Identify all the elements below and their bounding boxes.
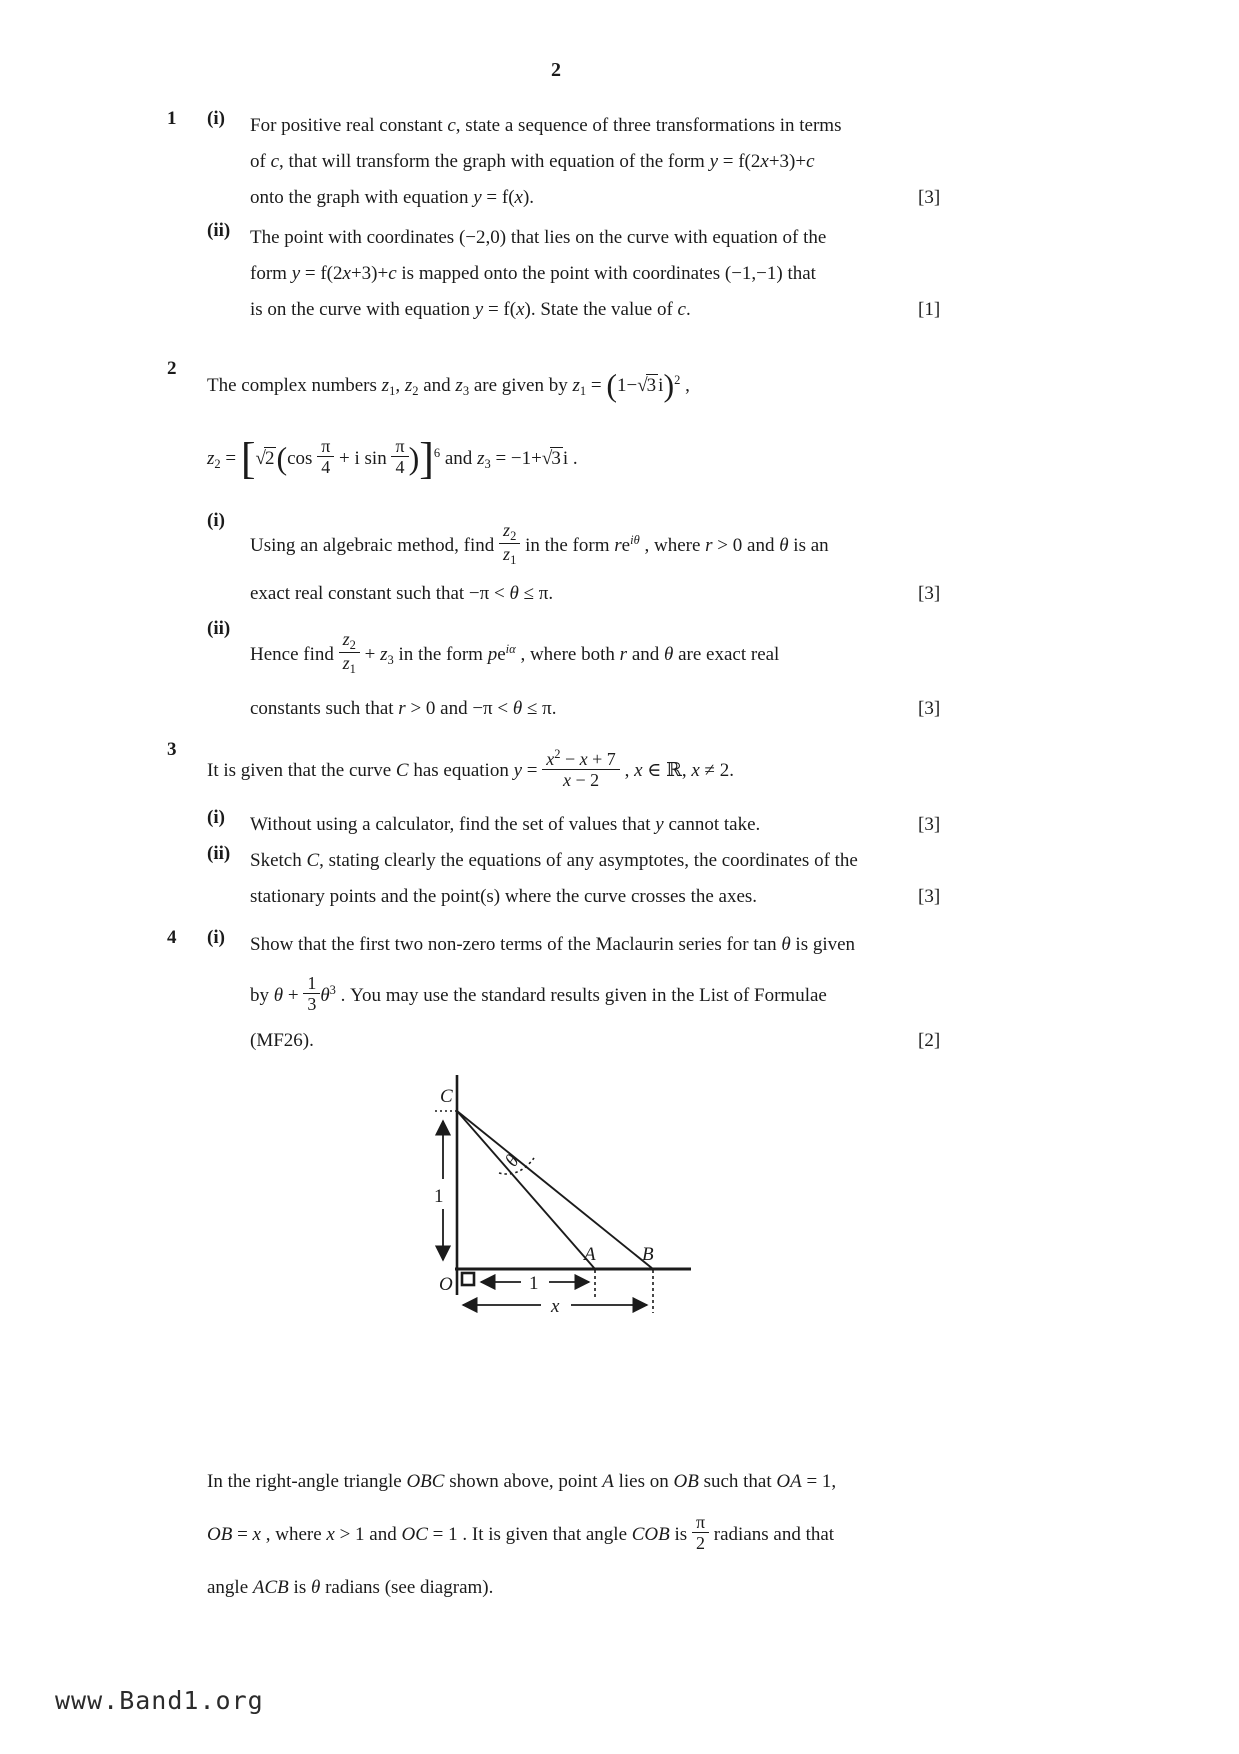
subscript: 1 <box>389 384 396 398</box>
math-italic: x <box>634 760 643 781</box>
text-segment: π <box>321 435 331 456</box>
question-line <box>250 879 967 915</box>
question-block-q2-i <box>167 510 967 612</box>
math-italic: c <box>806 151 815 172</box>
text-segment: 3 <box>307 994 317 1015</box>
text-segment: . You may use the standard results given in the List of Formulae <box>335 985 827 1006</box>
text-segment: +3)+ <box>768 151 807 172</box>
math-italic: z <box>477 448 485 469</box>
text-segment: such that <box>698 1471 777 1492</box>
fraction <box>542 747 620 790</box>
text-segment: stationary points and the point(s) where the curve crosses the axes. <box>250 886 758 907</box>
math-italic: r <box>398 698 406 719</box>
fraction <box>317 436 334 477</box>
math-italic: y <box>709 151 719 172</box>
radical-sign: √ <box>541 448 552 469</box>
text-segment: is on the curve with equation <box>250 299 475 320</box>
text-segment: and <box>418 375 456 396</box>
question-line <box>250 220 967 256</box>
math-italic: x <box>252 1524 261 1545</box>
math-italic: C <box>306 850 320 871</box>
text-segment: are given by <box>469 375 573 396</box>
text-segment: of <box>250 151 271 172</box>
text-segment: + 7 <box>587 748 616 769</box>
closing-paragraph <box>207 1459 957 1611</box>
text-segment: , <box>395 375 405 396</box>
question-body <box>250 807 967 843</box>
marks-badge: [3] <box>918 814 941 835</box>
math-italic: c <box>388 263 397 284</box>
part-label: (i) <box>207 927 225 948</box>
part-label: (i) <box>207 807 225 828</box>
subscript: 1 <box>510 553 517 568</box>
question-body <box>250 618 967 727</box>
math-italic: y <box>655 814 664 835</box>
text-segment: = f(2 <box>300 263 343 284</box>
radicand <box>646 374 659 396</box>
math-italic: z <box>207 448 215 469</box>
math-italic: x <box>516 299 525 320</box>
math-italic: z <box>342 629 350 650</box>
fraction-numerator <box>499 520 520 544</box>
text-segment: Using an algebraic method, find <box>250 535 500 556</box>
question-body <box>250 510 967 612</box>
math-italic: C <box>395 760 409 781</box>
text-segment: π <box>695 1511 706 1532</box>
text-segment: − <box>560 748 580 769</box>
text-segment: are exact real <box>673 644 780 665</box>
question-block-q3-i <box>167 807 967 843</box>
text-segment: = −1+ <box>490 448 542 469</box>
text-segment: i <box>658 375 664 396</box>
text-segment: = <box>586 375 607 396</box>
text-segment: The complex numbers <box>207 375 382 396</box>
math-italic: c <box>270 151 280 172</box>
question-line <box>207 1459 957 1505</box>
marks-badge: [3] <box>918 698 941 719</box>
text-segment: 4 <box>395 457 405 478</box>
math-italic: x <box>514 187 523 208</box>
text-segment: ≠ 2. <box>699 760 734 781</box>
math-italic: x <box>546 748 555 769</box>
math-italic: θ <box>664 644 674 665</box>
triangle-diagram <box>385 1071 967 1343</box>
question-block-q3-ii <box>167 843 967 915</box>
radicand <box>550 447 563 469</box>
superscript: 2 <box>674 373 681 387</box>
text-segment: in the form <box>393 644 488 665</box>
questions <box>167 108 967 1059</box>
marks-badge: [3] <box>918 187 941 208</box>
text-segment: = <box>220 448 241 469</box>
text-segment: , where <box>260 1524 327 1545</box>
text-segment: , that will transform the graph with equation of the form <box>279 151 710 172</box>
text-segment: radians (see diagram). <box>320 1577 494 1598</box>
part-label: (i) <box>207 108 225 129</box>
text-segment: lies on <box>613 1471 674 1492</box>
footer-url: www.Band1.org <box>55 1686 264 1715</box>
subscript: 2 <box>510 529 517 544</box>
text-segment: = <box>522 760 543 781</box>
question-block-q4-i <box>167 927 967 1059</box>
math-italic: θ <box>509 583 519 604</box>
fraction-denominator <box>303 994 320 1014</box>
fraction-numerator <box>542 747 620 770</box>
question-block-q1-ii <box>167 220 967 328</box>
question-line <box>207 1565 957 1611</box>
marks-badge: [1] <box>918 299 941 320</box>
question-block-q3-intro <box>167 739 967 803</box>
part-label: (ii) <box>207 618 231 639</box>
question-line <box>250 963 967 1023</box>
superscript: iθ <box>630 533 640 547</box>
subscript: 1 <box>349 662 356 677</box>
point-b-label: B <box>642 1244 654 1265</box>
text-segment: For positive real constant <box>250 115 448 136</box>
marks-badge: [3] <box>918 886 941 907</box>
angle-theta-label: θ <box>501 1151 524 1171</box>
page-content <box>167 58 967 1611</box>
marks-badge: [2] <box>918 1030 941 1051</box>
math-italic: OBC <box>406 1471 445 1492</box>
math-italic: c <box>447 115 456 136</box>
text-segment: It is given that the curve <box>207 760 396 781</box>
fraction <box>339 629 360 676</box>
text-segment: is an <box>788 535 829 556</box>
question-line <box>250 180 967 216</box>
point-o-label: O <box>439 1274 453 1295</box>
math-italic: r <box>614 535 622 556</box>
subscript: 1 <box>579 384 587 398</box>
fraction-denominator <box>317 457 334 477</box>
text-segment: , where both <box>515 644 620 665</box>
text-segment: 1 <box>307 972 317 993</box>
big-bracket: ( <box>606 367 617 403</box>
question-line <box>250 256 967 292</box>
text-segment: ). State the value of <box>524 299 678 320</box>
subscript: 2 <box>349 638 356 653</box>
superscript: 3 <box>329 983 336 997</box>
math-italic: z <box>572 375 580 396</box>
text-segment: , state a sequence of three transformations in terms <box>455 115 842 136</box>
part-label: (i) <box>207 510 225 531</box>
text-segment: 3 <box>551 448 561 469</box>
math-italic: A <box>602 1471 614 1492</box>
fraction-denominator <box>391 457 408 477</box>
math-italic: x <box>691 760 700 781</box>
sqrt-expression <box>637 375 658 396</box>
text-segment: = f( <box>483 299 517 320</box>
question-line <box>250 807 967 843</box>
text-segment: ∈ ℝ, <box>642 760 692 781</box>
question-body <box>250 108 967 216</box>
text-segment: (MF26). <box>250 1030 314 1051</box>
question-body <box>250 220 967 328</box>
math-italic: OA <box>776 1471 802 1492</box>
math-italic: r <box>705 535 713 556</box>
text-segment: − 2 <box>570 770 600 791</box>
fraction-denominator <box>542 770 620 790</box>
question-number: 3 <box>167 739 177 760</box>
math-italic: θ <box>512 698 523 719</box>
big-bracket: ) <box>663 367 675 403</box>
fraction-denominator <box>499 544 520 567</box>
question-block-q2-ii <box>167 618 967 727</box>
math-italic: p <box>487 644 498 665</box>
text-segment: Show that the first two non-zero terms of the Maclaurin series for tan <box>250 934 782 955</box>
question-body <box>250 843 967 915</box>
question-body <box>207 413 967 504</box>
text-segment: is <box>288 1577 311 1598</box>
question-line <box>250 927 967 963</box>
part-label: (ii) <box>207 220 231 241</box>
text-segment: In the right-angle triangle <box>207 1471 407 1492</box>
question-line <box>207 358 967 413</box>
big-bracket: ) <box>408 440 420 476</box>
superscript: iα <box>505 642 516 656</box>
math-italic: z <box>455 375 463 396</box>
fraction-numerator <box>303 973 320 994</box>
math-italic: x <box>579 748 588 769</box>
math-italic: y <box>473 187 482 208</box>
question-block-q1-i <box>167 108 967 216</box>
question-line <box>207 739 967 803</box>
text-segment: = 1 . It is given that angle <box>427 1524 632 1545</box>
math-italic: θ <box>779 535 789 556</box>
text-segment: = f(2 <box>718 151 761 172</box>
math-italic: θ <box>273 985 284 1006</box>
subscript: 3 <box>462 384 470 398</box>
math-italic: θ <box>320 985 330 1006</box>
question-line <box>250 292 967 328</box>
text-segment: and <box>440 448 478 469</box>
math-italic: z <box>342 653 350 674</box>
text-segment: , <box>619 760 635 781</box>
math-italic: OB <box>673 1471 699 1492</box>
math-italic: OC <box>401 1524 428 1545</box>
question-line <box>250 843 967 879</box>
triangle-diagram-svg <box>385 1071 697 1343</box>
text-segment: 4 <box>321 457 331 478</box>
text-segment: ≤ π. <box>522 698 557 719</box>
question-body <box>207 358 967 413</box>
math-italic: y <box>291 263 301 284</box>
text-segment: in the form <box>520 535 615 556</box>
question-block-q2-intro <box>167 358 967 413</box>
text-segment: Without using a calculator, find the set of values that <box>250 814 656 835</box>
fraction-denominator <box>692 1533 709 1553</box>
text-segment: shown above, point <box>444 1471 603 1492</box>
text-segment: + <box>283 985 304 1006</box>
text-segment: i . <box>562 448 578 469</box>
text-segment: has equation <box>408 760 514 781</box>
question-line <box>250 1023 967 1059</box>
big-bracket: ( <box>276 440 288 476</box>
subscript: 3 <box>387 653 394 667</box>
text-segment: 2 <box>695 1533 705 1554</box>
right-angle-square <box>462 1273 474 1285</box>
math-italic: θ <box>781 934 791 955</box>
text-segment: , stating clearly the equations of any asymptotes, the coordinates of the <box>319 850 858 871</box>
text-segment: radians and that <box>709 1524 835 1545</box>
part-label: (ii) <box>207 843 231 864</box>
subscript: 3 <box>484 457 491 471</box>
math-italic: z <box>503 520 511 541</box>
math-italic: θ <box>310 1577 321 1598</box>
question-line <box>207 413 967 504</box>
text-segment: 1− <box>617 375 638 396</box>
math-italic: x <box>326 1524 335 1545</box>
text-segment: onto the graph with equation <box>250 187 474 208</box>
text-segment: > 1 and <box>334 1524 402 1545</box>
text-segment: is <box>669 1524 692 1545</box>
question-block-q2-eq <box>167 413 967 504</box>
superscript: 6 <box>433 446 441 460</box>
math-italic: y <box>474 299 484 320</box>
dim-oa-label: 1 <box>529 1273 539 1294</box>
text-segment: e <box>497 644 506 665</box>
question-number: 1 <box>167 108 177 129</box>
radical-sign: √ <box>255 448 265 469</box>
point-a-label: A <box>584 1244 596 1265</box>
big-bracket: [ <box>240 434 256 483</box>
text-segment: 2 <box>264 448 275 469</box>
text-segment: Hence find <box>250 644 339 665</box>
fraction <box>303 973 320 1014</box>
text-segment: is mapped onto the point with coordinates (−1,−1) that <box>396 263 816 284</box>
question-line <box>250 144 967 180</box>
math-italic: z <box>380 644 388 665</box>
text-segment: form <box>250 263 292 284</box>
text-segment: cannot take. <box>663 814 761 835</box>
fraction-numerator <box>692 1512 709 1533</box>
math-italic: x <box>562 770 571 791</box>
fraction-numerator <box>391 436 408 457</box>
fraction-denominator <box>339 653 360 676</box>
text-segment: +3)+ <box>350 263 389 284</box>
math-italic: OB <box>207 1524 233 1545</box>
text-segment: + i sin <box>334 448 392 469</box>
fraction-numerator <box>317 436 334 457</box>
text-segment: > 0 and <box>712 535 780 556</box>
question-number: 2 <box>167 358 177 379</box>
math-italic: x <box>342 263 351 284</box>
subscript: 2 <box>412 384 419 398</box>
fraction <box>391 436 408 477</box>
math-italic: COB <box>631 1524 670 1545</box>
text-segment: , where <box>639 535 706 556</box>
text-segment: ≤ π. <box>518 583 554 604</box>
math-italic: z <box>503 544 511 565</box>
line-CB <box>457 1111 653 1269</box>
text-segment: , <box>680 375 690 396</box>
text-segment: cos <box>287 448 318 469</box>
math-italic: x <box>760 151 769 172</box>
math-italic: y <box>513 760 523 781</box>
text-segment: and <box>627 644 664 665</box>
sqrt-expression <box>256 448 277 469</box>
text-segment: = 1, <box>801 1471 837 1492</box>
math-italic: z <box>404 375 413 396</box>
question-line <box>250 691 967 727</box>
line-CA <box>457 1111 595 1269</box>
text-segment: angle <box>207 1577 253 1598</box>
text-segment: = <box>232 1524 253 1545</box>
superscript: 2 <box>554 746 561 761</box>
text-segment: by <box>250 985 274 1006</box>
text-segment: is given <box>790 934 856 955</box>
question-line <box>207 1505 957 1565</box>
dim-ob-label: x <box>551 1296 560 1317</box>
question-line <box>250 576 967 612</box>
question-number: 4 <box>167 927 177 948</box>
text-segment: exact real constant such that −π < <box>250 583 510 604</box>
sqrt-expression <box>542 448 563 469</box>
question-body <box>250 927 967 1059</box>
question-line <box>250 618 967 691</box>
text-segment: . <box>685 299 691 320</box>
question-line <box>250 510 967 576</box>
dim-oc-label: 1 <box>434 1186 444 1207</box>
text-segment: The point with coordinates (−2,0) that lies on the curve with equation of the <box>250 227 827 248</box>
fraction <box>692 1512 709 1553</box>
radicand <box>264 447 277 469</box>
fraction <box>499 520 520 567</box>
math-italic: c <box>677 299 686 320</box>
math-italic: z <box>381 375 390 396</box>
fraction-numerator <box>339 629 360 653</box>
question-line <box>250 108 967 144</box>
text-segment: 3 <box>646 375 657 396</box>
text-segment: e <box>621 535 631 556</box>
text-segment: constants such that <box>250 698 399 719</box>
text-segment: Sketch <box>250 850 307 871</box>
text-segment: π <box>395 435 405 456</box>
text-segment: > 0 and −π < <box>405 698 513 719</box>
subscript: 2 <box>214 457 221 471</box>
text-segment: = f( <box>481 187 515 208</box>
text-segment: + <box>359 644 381 665</box>
radical-sign: √ <box>637 375 647 396</box>
math-italic: r <box>619 644 628 665</box>
point-c-label: C <box>440 1086 453 1107</box>
question-body <box>207 739 967 803</box>
big-bracket: ] <box>419 434 434 483</box>
page-number: 2 <box>551 59 561 81</box>
text-segment: ). <box>522 187 535 208</box>
math-italic: ACB <box>252 1577 289 1598</box>
marks-badge: [3] <box>918 583 941 604</box>
